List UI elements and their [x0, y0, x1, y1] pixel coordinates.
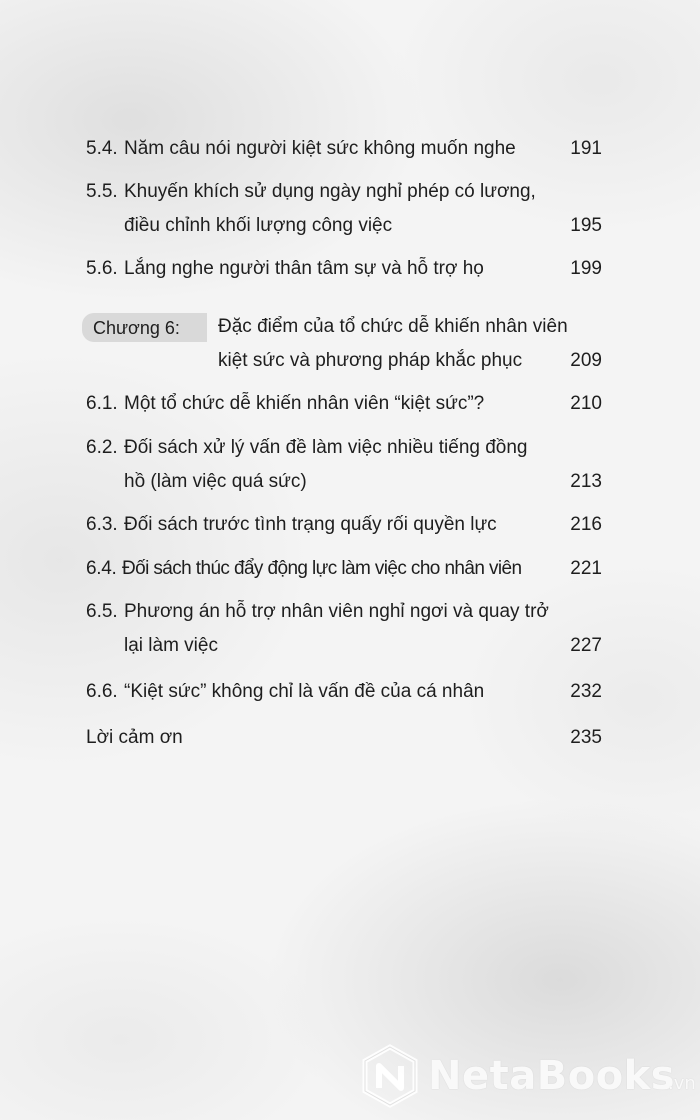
- entry-page-number: 209: [570, 350, 602, 371]
- entry-number: 6.1.: [86, 393, 118, 414]
- entry-title: Lắng nghe người thân tâm sự và hỗ trợ họ: [124, 258, 484, 279]
- entry-title-continued: điều chỉnh khối lượng công việc: [124, 215, 393, 236]
- entry-page-number: 227: [570, 635, 602, 656]
- chapter-title: Đặc điểm của tổ chức dễ khiến nhân viên: [218, 316, 568, 337]
- entry-page-number: 221: [570, 558, 602, 579]
- entry-title: Một tổ chức dễ khiến nhân viên “kiệt sức”?: [124, 393, 485, 414]
- watermark: [362, 1044, 696, 1110]
- entry-page-number: 216: [570, 514, 602, 535]
- watermark-brand: NetaBooks: [428, 1053, 676, 1099]
- entry-number: 6.6.: [86, 681, 118, 702]
- entry-page-number: 213: [570, 471, 602, 492]
- entry-title: Phương án hỗ trợ nhân viên nghỉ ngơi và quay trở: [124, 601, 549, 622]
- entry-number: 5.4.: [86, 138, 118, 159]
- entry-title: “Kiệt sức” không chỉ là vấn đề của cá nhân: [124, 681, 485, 702]
- entry-number: 5.6.: [86, 258, 118, 279]
- entry-page-number: 195: [570, 215, 602, 236]
- entry-number: 6.5.: [86, 601, 118, 622]
- entry-title: Đối sách xử lý vấn đề làm việc nhiều tiếng đồng: [124, 437, 528, 458]
- netabooks-logo-icon: [362, 1044, 418, 1108]
- entry-title: Lời cảm ơn: [86, 727, 183, 748]
- entry-title-continued: lại làm việc: [124, 635, 218, 656]
- entry-page-number: 235: [570, 727, 602, 748]
- entry-page-number: 210: [570, 393, 602, 414]
- chapter-label: Chương 6:: [93, 318, 180, 338]
- entry-title: Đối sách trước tình trạng quấy rối quyền lực: [124, 514, 497, 535]
- entry-number: 5.5.: [86, 181, 118, 202]
- entry-title: Năm câu nói người kiệt sức không muốn nghe: [124, 138, 516, 159]
- entry-number: 6.2.: [86, 437, 118, 458]
- entry-number: 6.4.: [86, 558, 117, 579]
- entry-title-continued: hồ (làm việc quá sức): [124, 471, 307, 492]
- entry-page-number: 191: [570, 138, 602, 159]
- entry-number: 6.3.: [86, 514, 118, 535]
- chapter-title-continued: kiệt sức và phương pháp khắc phục: [218, 350, 523, 371]
- entry-page-number: 199: [570, 258, 602, 279]
- entry-page-number: 232: [570, 681, 602, 702]
- entry-title: Đối sách thúc đẩy động lực làm việc cho nhân viên: [122, 558, 522, 579]
- watermark-domain-suffix: .vn: [668, 1073, 696, 1094]
- entry-title: Khuyến khích sử dụng ngày nghỉ phép có lương,: [124, 181, 536, 202]
